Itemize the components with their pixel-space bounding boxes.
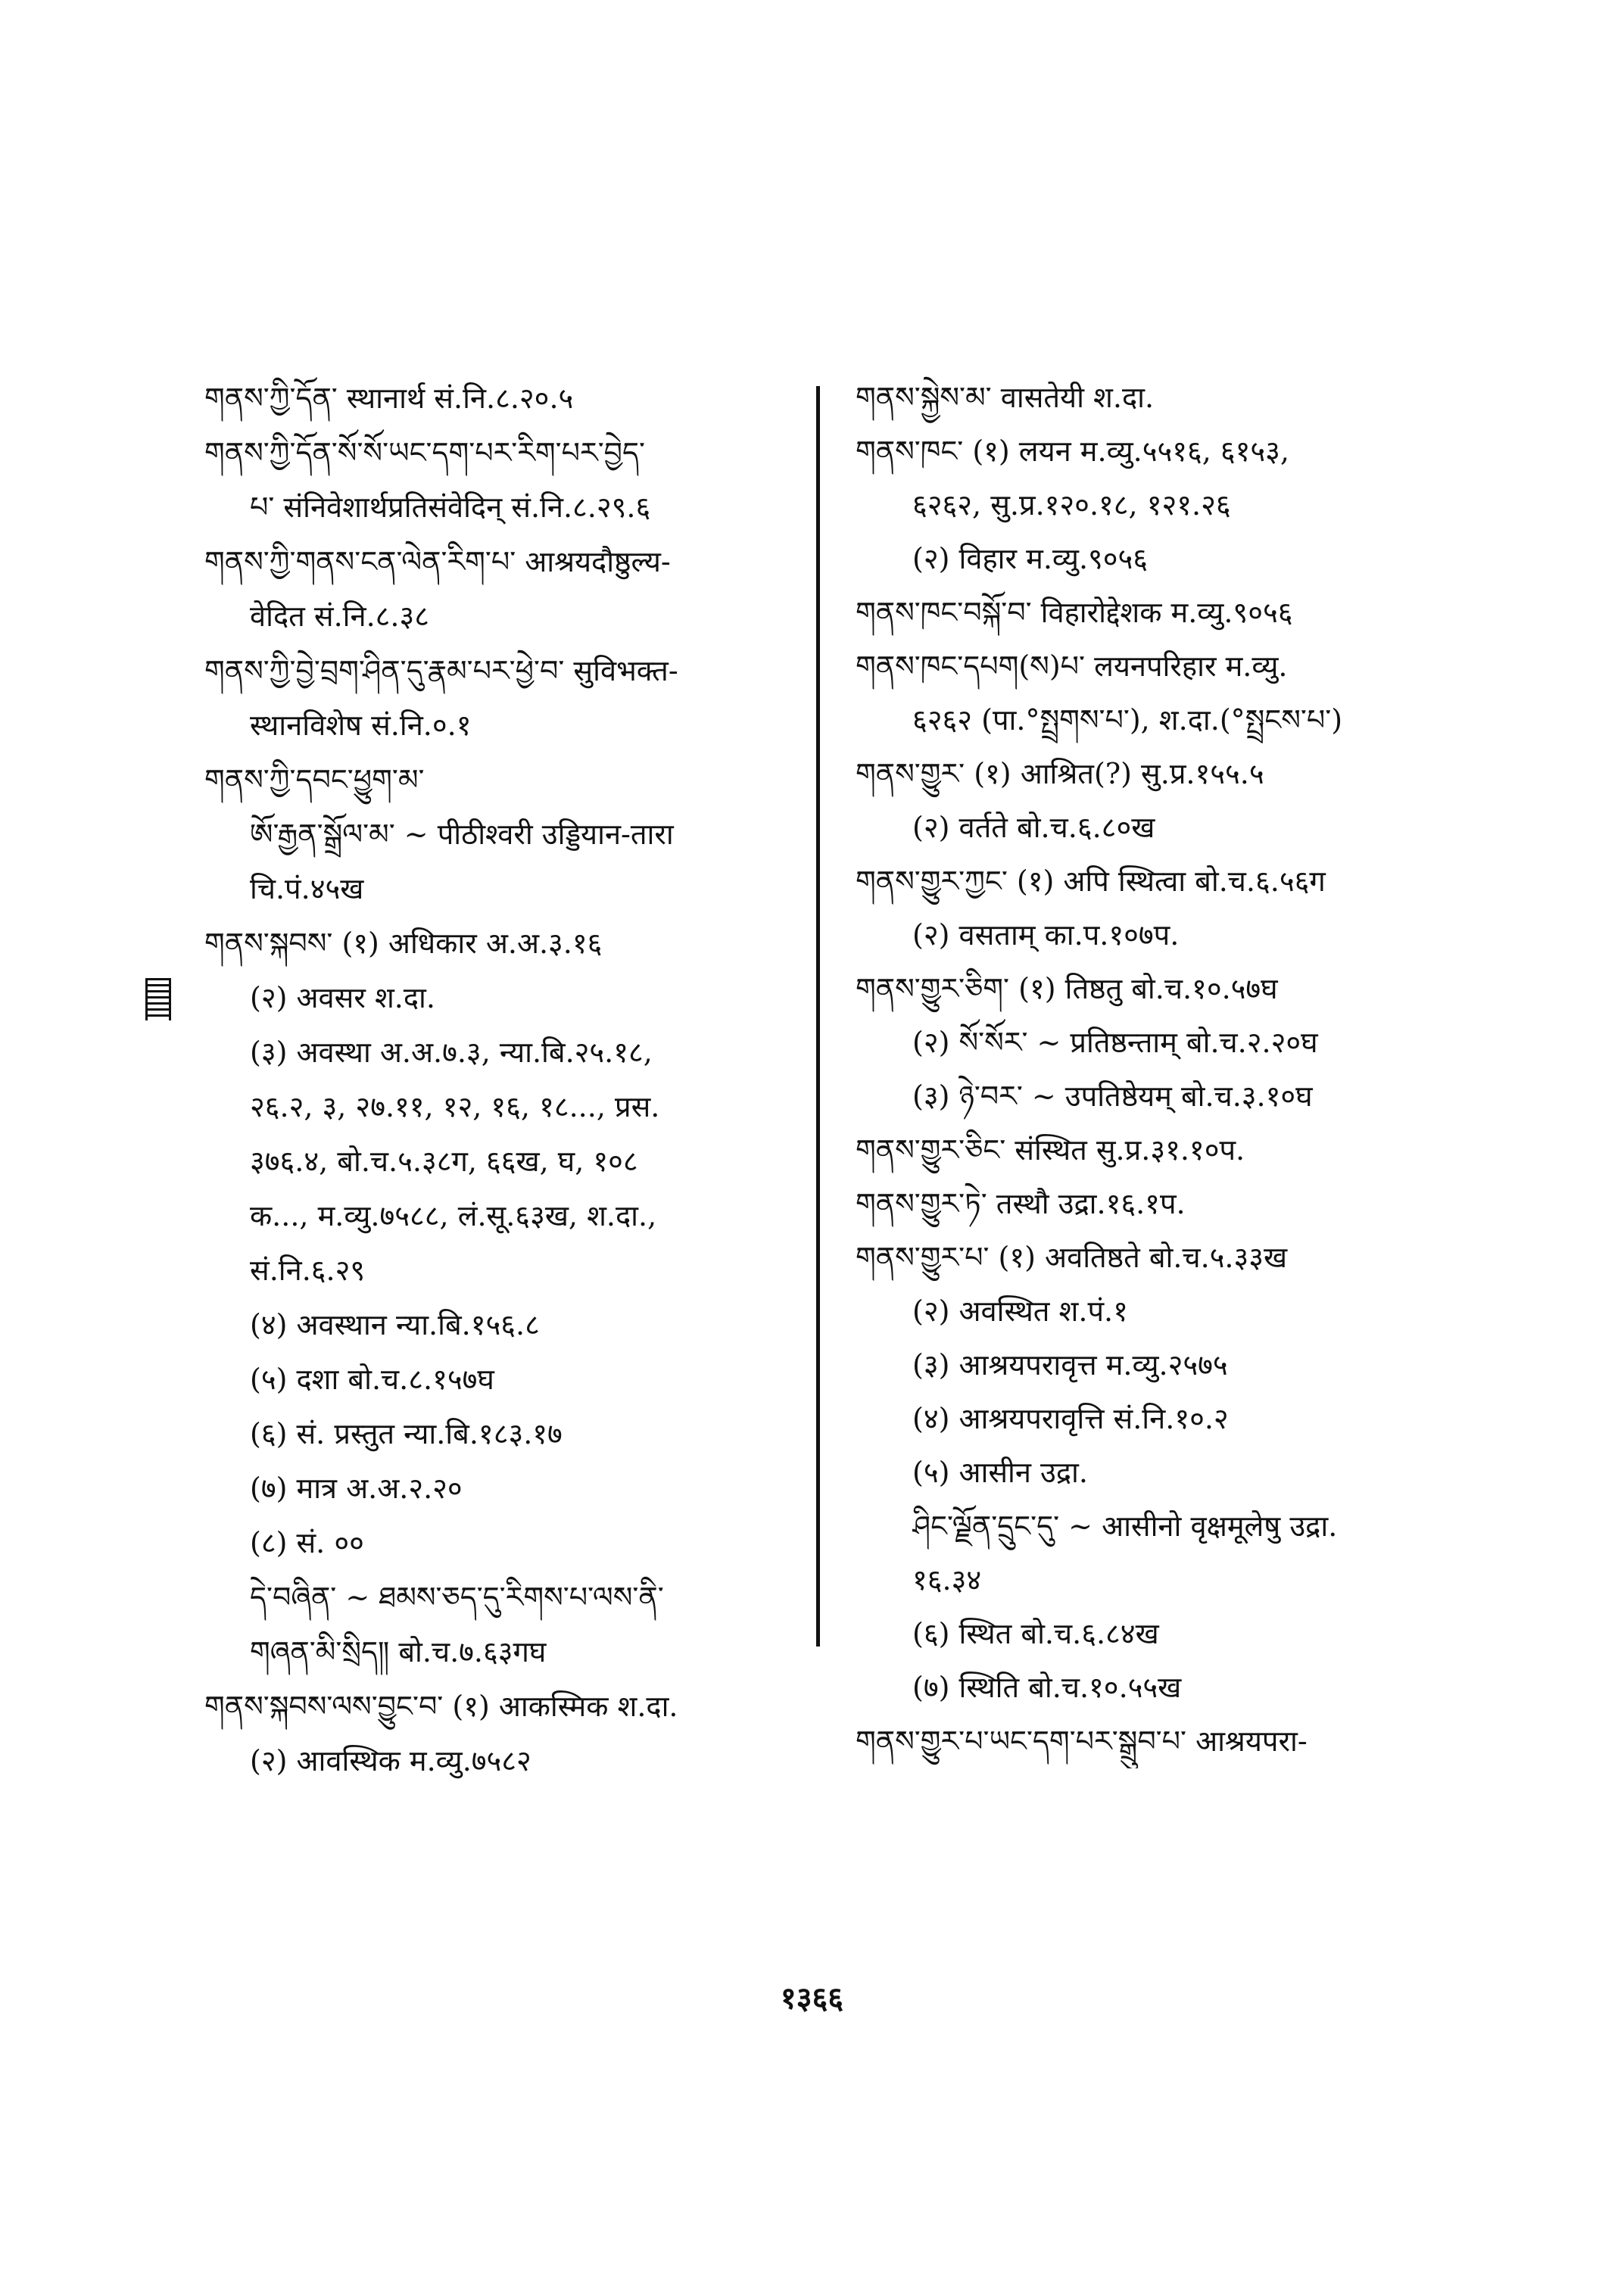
dictionary-headword-line: གནས་སྐབས་ (१) अधिकार अ.अ.३.१६ xyxy=(204,927,603,960)
left-column xyxy=(204,371,810,1788)
dictionary-subentry-line: (४) आश्रयपरावृत्ति सं.नि.१०.२ xyxy=(912,1402,1229,1435)
dictionary-subentry-line: (२) अवसर श.दा. xyxy=(250,981,435,1014)
dictionary-subentry-line: (३) अवस्था अ.अ.७.३, न्या.बि.२५.१८, xyxy=(250,1036,653,1069)
dictionary-headword-line: གནས་ཀྱི་དོན་ स्थानार्थ सं.नि.८.२०.५ xyxy=(204,382,574,415)
dictionary-headword-line: གནས་ཀྱི་དོན་སོ་སོ་ཡང་དག་པར་རིག་པར་བྱེད་ xyxy=(204,436,646,469)
dictionary-subentry-line: ཤིང་ལྗོན་དྲུང་དུ་ ~ आसीनो वृक्षमूलेषु उद्रा. xyxy=(912,1509,1338,1543)
dictionary-subentry-line: स्थानविशेष सं.नि.०.१ xyxy=(250,709,472,742)
dictionary-subentry-line: वेदित सं.नि.८.३८ xyxy=(250,600,430,633)
dictionary-subentry-line: क..., म.व्यु.७५८८, लं.सू.६३ख, श.दा., xyxy=(250,1199,657,1232)
dictionary-subentry-line: (३) आश्रयपरावृत्त म.व्यु.२५७५ xyxy=(912,1348,1228,1382)
dictionary-subentry-line: དེ་བཞིན་ ~ ཐམས་ཅད་དུ་རིགས་པ་ལས་ནི་ xyxy=(250,1581,664,1614)
dictionary-subentry-line: (२) अवस्थित श.पं.१ xyxy=(912,1294,1128,1328)
dictionary-subentry-line: (२) आवस्थिक म.व्यु.७५८२ xyxy=(250,1744,531,1777)
page-number: १३६६ xyxy=(780,1980,844,2016)
dictionary-headword-line: གནས་ཀྱི་དབང་ཕྱུག་མ་ xyxy=(204,763,425,796)
dictionary-subentry-line: चि.पं.४५ख xyxy=(250,872,364,905)
dictionary-subentry-line: པ་ संनिवेशार्थप्रतिसंवेदिन् सं.नि.८.२९.६ xyxy=(250,491,651,524)
dictionary-subentry-line: ६२६२ (पा.°སྤྲགས་པ་), श.दा.(°སྤྲངས་པ་) xyxy=(912,703,1343,737)
dictionary-subentry-line: (४) अवस्थान न्या.बि.१५६.८ xyxy=(250,1308,540,1341)
dictionary-headword-line: གནས་གྱུར་ཅིང་ संस्थित सु.प्र.३१.१०प. xyxy=(856,1133,1245,1167)
dictionary-headword-line: གནས་གྱུར་པ་ཡང་དག་པར་སྒྲུབ་པ་ आश्रयपरा- xyxy=(856,1724,1308,1758)
dictionary-headword-line: གནས་ཁང་ (१) लयन म.व्यु.५५१६, ६१५३, xyxy=(856,435,1290,468)
dictionary-subentry-line: (८) सं. ०० xyxy=(250,1526,364,1559)
dictionary-subentry-line: (२) वर्तते बो.च.६.८०ख xyxy=(912,811,1155,844)
dictionary-subentry-line: (५) दशा बो.च.८.१५७घ xyxy=(250,1363,494,1396)
dictionary-subentry-line: १६.३४ xyxy=(912,1563,982,1597)
dictionary-subentry-line: ६२६२, सु.प्र.१२०.१८, १२१.२६ xyxy=(912,488,1231,522)
dictionary-headword-line: གནས་གྱུར་ཅིག་ (१) तिष्ठतु बो.च.१०.५७घ xyxy=(856,972,1278,1005)
dictionary-subentry-line: (६) सं. प्रस्तुत न्या.बि.१८३.१७ xyxy=(250,1417,563,1450)
dictionary-subentry-line: (२) विहार म.व्यु.९०५६ xyxy=(912,542,1149,575)
dictionary-subentry-line: (७) मात्र अ.अ.२.२० xyxy=(250,1472,463,1505)
dictionary-headword-line: གནས་ཁང་དཔག(ས)པ་ लयनपरिहार म.व्यु. xyxy=(856,650,1288,683)
dictionary-headword-line: གནས་གྱུར་ཏེ་ तस्थौ उद्रा.१६.१प. xyxy=(856,1187,1186,1220)
right-column xyxy=(856,371,1454,1768)
dictionary-headword-line: གནས་གྱུར་ (१) आश्रित(?) सु.प्र.१५५.५ xyxy=(856,757,1264,790)
dictionary-headword-line: གནས་ཀྱི་བྱེ་བྲག་ཤིན་དུ་རྣམ་པར་ཕྱེ་བ་ सुविभक्त- xyxy=(204,654,678,687)
dictionary-subentry-line: (६) स्थित बो.च.६.८४ख xyxy=(912,1617,1159,1650)
dictionary-subentry-line: (२) वसताम् का.प.१०७प. xyxy=(912,918,1180,952)
dictionary-subentry-line: (३) ཉེ་བར་ ~ उपतिष्ठेयम् बो.च.३.१०घ xyxy=(912,1080,1313,1113)
dictionary-headword-line: གནས་གྱུར་པ་ (१) अवतिष्ठते बो.च.५.३३ख xyxy=(856,1241,1288,1274)
dictionary-subentry-line: ३७६.४, बो.च.५.३८ग, ६६ख, घ, १०८ xyxy=(250,1145,638,1178)
dictionary-subentry-line: २६.२, ३, २७.११, १२, १६, १८..., प्रस. xyxy=(250,1090,660,1123)
column-divider xyxy=(816,386,820,1647)
dictionary-headword-line: གནས་སྐབས་ལས་བྱུང་བ་ (१) आकस्मिक श.दा. xyxy=(204,1690,678,1723)
dictionary-subentry-line: (२) སོ་སོར་ ~ प्रतिष्ठन्ताम् बो.च.२.२०घ xyxy=(912,1026,1318,1059)
margin-mark-icon xyxy=(145,978,171,1020)
dictionary-headword-line: གནས་གྱུར་ཀྱང་ (१) अपि स्थित्वा बो.च.६.५६ग xyxy=(856,865,1326,898)
dictionary-subentry-line: सं.नि.६.२९ xyxy=(250,1254,366,1287)
dictionary-headword-line: གནས་ཁང་བསྐོ་བ་ विहारोद्देशक म.व्यु.९०५६ xyxy=(856,596,1293,629)
dictionary-subentry-line: ཨོ་རྒྱན་སྒྲོལ་མ་ ~ पीठीश्वरी उड्डियान-तारा xyxy=(250,818,674,851)
dictionary-headword-line: གནས་སྐྱེས་མ་ वासतेयी श.दा. xyxy=(856,381,1155,414)
dictionary-subentry-line: གཞན་མི་སྲིད༎ बो.च.७.६३गघ xyxy=(250,1635,547,1668)
dictionary-subentry-line: (७) स्थिति बो.च.१०.५५ख xyxy=(912,1671,1182,1704)
dictionary-headword-line: གནས་ཀྱི་གནས་ངན་ལེན་རིག་པ་ आश्रयदौष्ठुल्य- xyxy=(204,545,671,578)
dictionary-subentry-line: (५) आसीन उद्रा. xyxy=(912,1456,1088,1489)
